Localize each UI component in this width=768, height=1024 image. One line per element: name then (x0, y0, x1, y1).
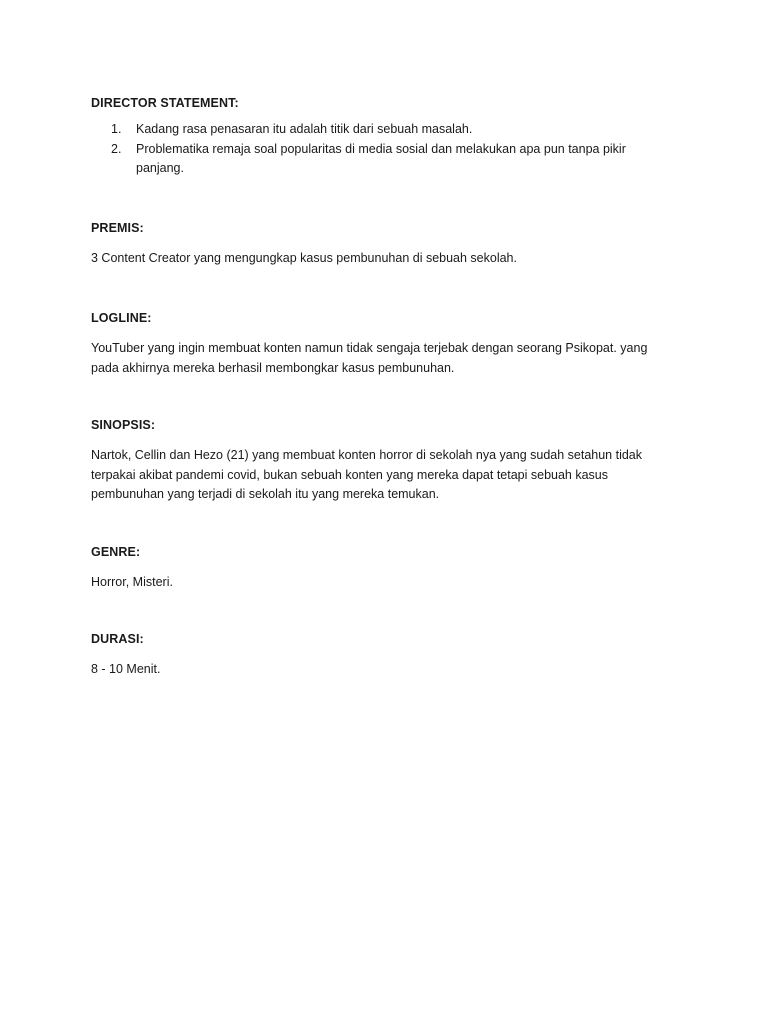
list-item-number: 1. (111, 122, 122, 136)
genre-text: Horror, Misteri. (91, 574, 173, 589)
sinopsis-heading: SINOPSIS: (91, 418, 156, 432)
list-item-text: Kadang rasa penasaran itu adalah titik dari sebuah masalah. (136, 122, 473, 136)
genre-section (91, 543, 671, 593)
list-item-number: 2. (111, 141, 122, 156)
list-item (91, 140, 671, 179)
premis-heading: PREMIS: (91, 220, 144, 235)
director-statement-list (91, 120, 671, 179)
list-item (91, 120, 671, 140)
director-statement-section (91, 94, 671, 179)
durasi-heading: DURASI: (91, 632, 144, 646)
genre-heading: GENRE: (91, 544, 141, 559)
director-statement-heading: DIRECTOR STATEMENT: (91, 96, 239, 110)
logline-section (91, 309, 671, 378)
durasi-text: 8 - 10 Menit. (91, 662, 161, 676)
durasi-section (91, 630, 671, 680)
premis-section (91, 219, 671, 269)
sinopsis-text: Nartok, Cellin dan Hezo (21) yang membuat konten horror di sekolah nya yang sudah setahun tidak terpakai akibat pandemi covid, bukan sebuah konten yang mereka dapat tetapi sebuah kasus pembunuhan yang terjadi di sekolah itu yang mereka temukan. (91, 448, 643, 501)
premis-text: 3 Content Creator yang mengungkap kasus pembunuhan di sebuah sekolah. (91, 250, 517, 265)
sinopsis-section (91, 416, 671, 505)
list-item-text: Problematika remaja soal popularitas di media sosial dan melakukan apa pun tanpa pikir panjang. (136, 141, 626, 175)
logline-text: YouTuber yang ingin membuat konten namun tidak sengaja terjebak dengan seorang Psikopat. yang pada akhirnya mereka berhasil membongkar kasus pembunuhan. (91, 341, 648, 375)
document-page (91, 94, 671, 680)
logline-heading: LOGLINE: (91, 311, 152, 325)
